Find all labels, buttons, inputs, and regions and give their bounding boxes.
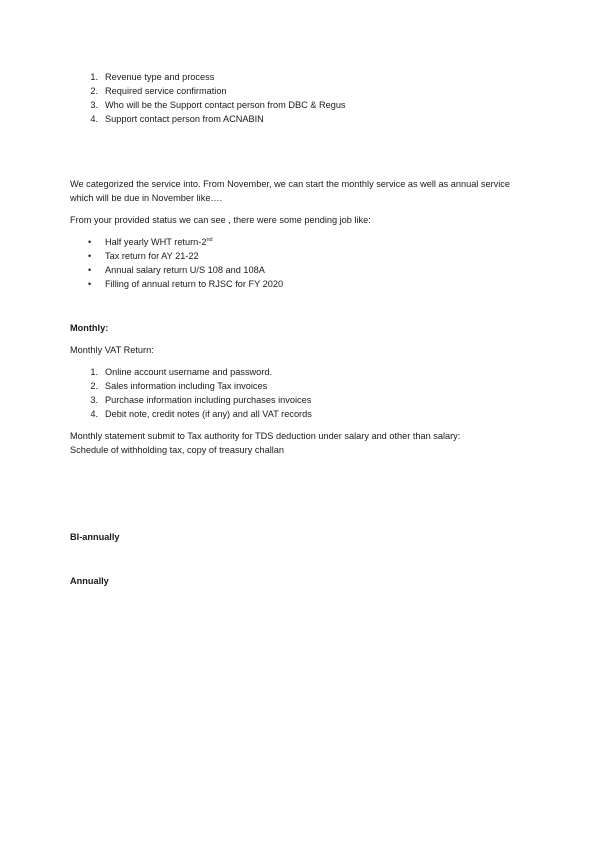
monthly-heading: Monthly: bbox=[70, 323, 109, 333]
annually-heading: Annually bbox=[70, 576, 109, 586]
bi-annually-heading: BI-annually bbox=[70, 532, 120, 542]
intro-paragraph: We categorized the service into. From November, we can start the monthly service as well as annual service which will be due in November like…. bbox=[70, 179, 510, 203]
monthly-statement-line1: Monthly statement submit to Tax authority for TDS deduction under salary and other than salary: bbox=[70, 431, 461, 441]
monthly-vat-title: Monthly VAT Return: bbox=[70, 345, 154, 355]
pending-intro-paragraph: From your provided status we can see , there were some pending job like: bbox=[70, 215, 371, 225]
document-page: 1. Revenue type and process 2. Required service confirmation 3. Who will be the Support contact person from DBC & Regus 4. Support contact person from ACNABIN We categorized the service into. From November, we can start the monthly service as well as annual service which will be due in November like…. From your provided status we can see , there were some pending job like: • Half yearly WHT return-2nd • Tax return for AY 21-22 • Annual salary return U/S 108 and 108A • Filling of annual return to RJSC for FY 2020 Monthly: Monthly VAT Return: 1. Online account username and password. 2. Sales information including Tax invoices 3. Purchase information including purchases invoices 4. Debit note, credit notes (if any) and all VAT records Monthly statement submit to Tax authority for TDS deduction under salary and other than salary: Schedule of withholding tax, copy of treasury challan BI-annually Annually bbox=[0, 0, 595, 842]
monthly-statement-line2: Schedule of withholding tax, copy of treasury challan bbox=[70, 445, 284, 455]
